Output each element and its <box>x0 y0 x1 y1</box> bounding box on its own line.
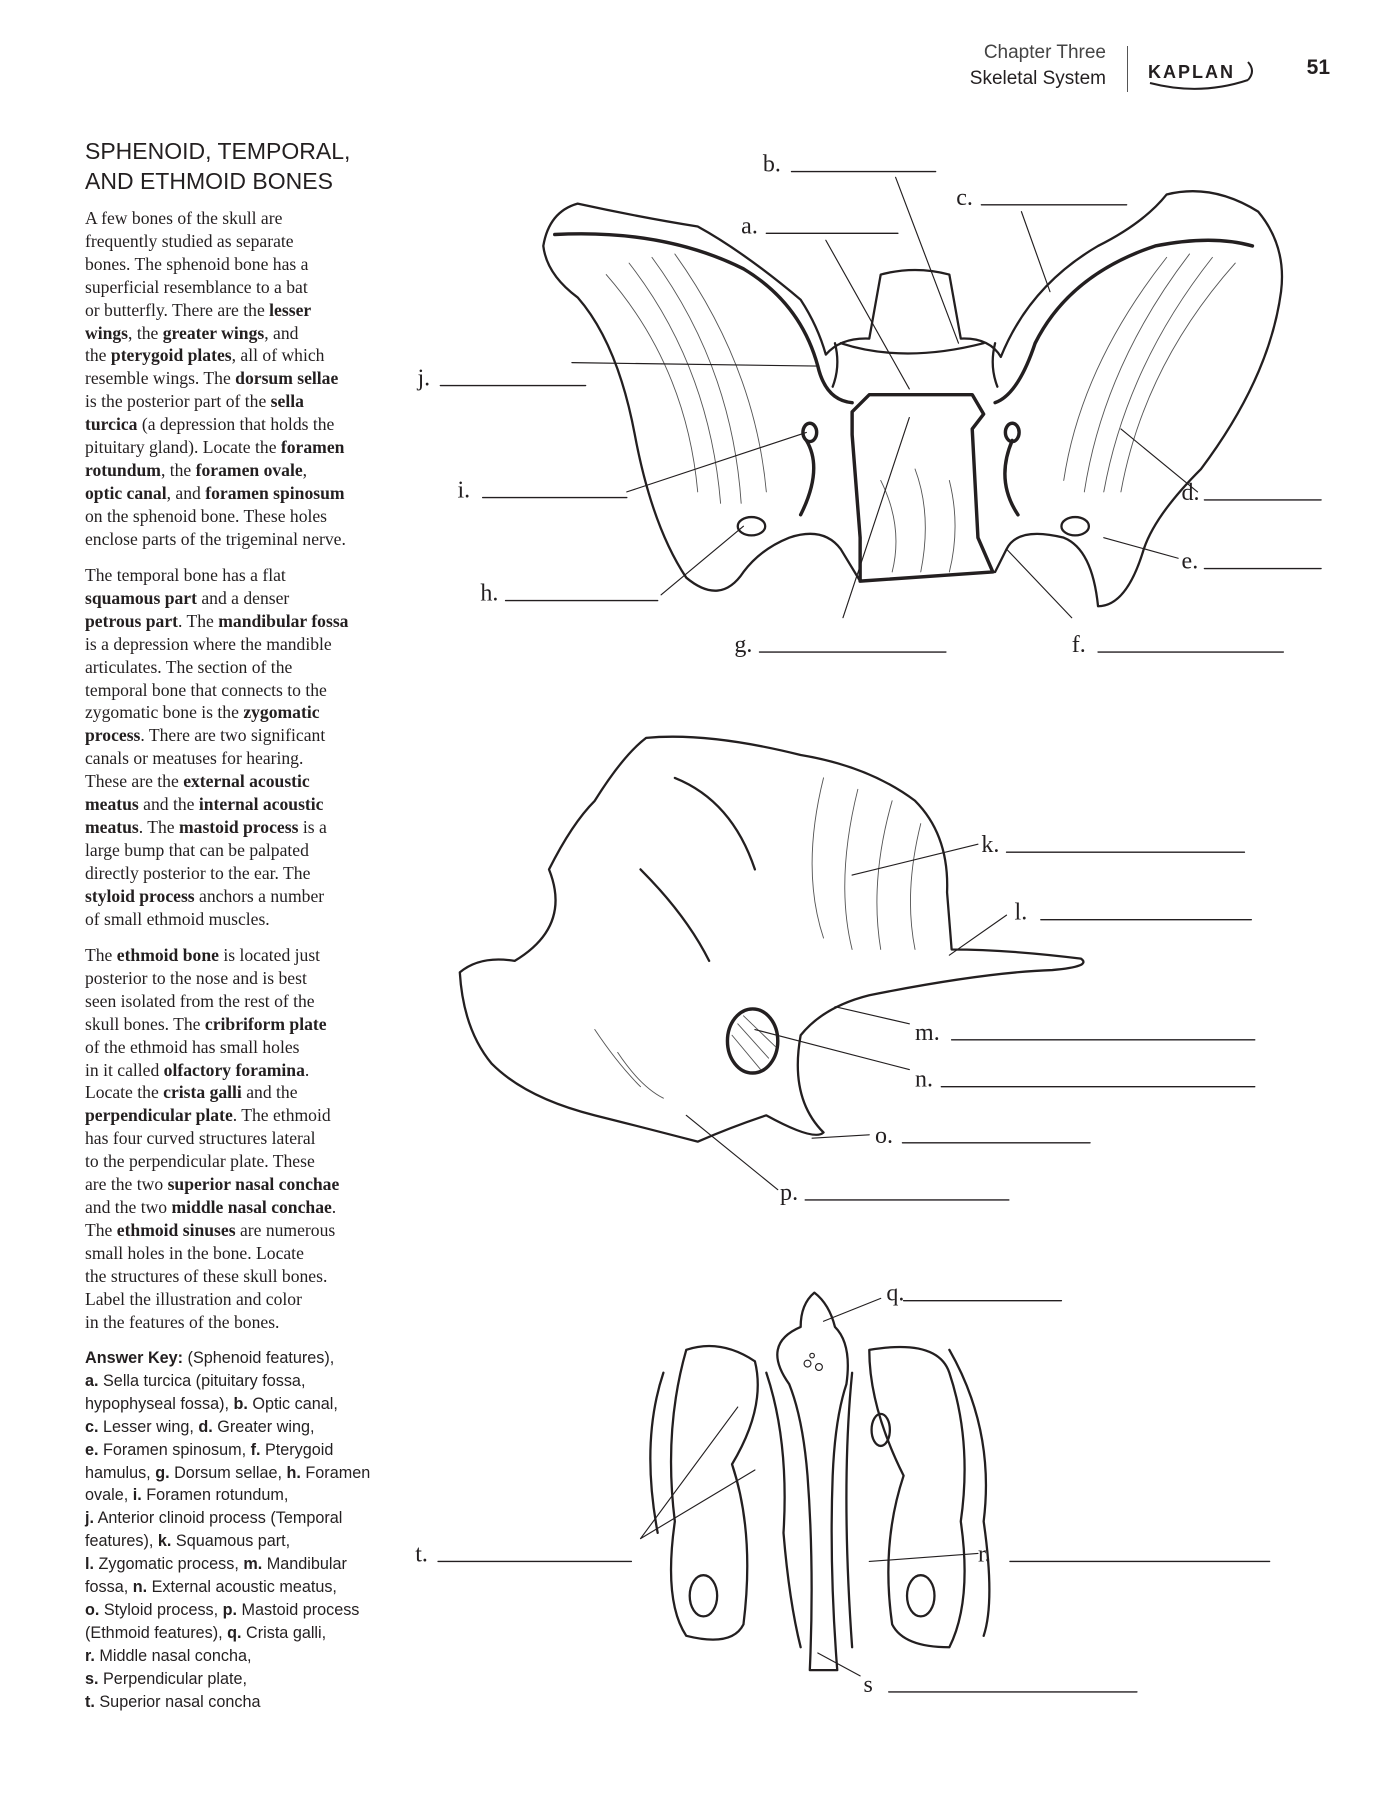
bold-term: n. <box>132 1578 148 1597</box>
text-run: temporal bone that connects to the <box>85 679 327 700</box>
label-b: b. <box>762 151 781 178</box>
label-n: n. <box>915 1066 934 1093</box>
bold-term: wings <box>85 322 129 343</box>
text-run: . The <box>178 610 219 631</box>
text-run: large bump that can be palpated <box>85 839 309 860</box>
label-q: q. <box>886 1280 905 1307</box>
text-run: , all of which <box>231 345 325 366</box>
text-run: bones. The sphenoid bone has a <box>85 253 309 274</box>
text-run: A few bones of the skull are <box>85 208 283 228</box>
bold-term: foramen ovale <box>195 459 303 480</box>
bold-term: external acoustic <box>183 771 310 792</box>
text-run: are the two <box>85 1174 168 1195</box>
text-run: canals or meatuses for hearing. <box>85 748 304 769</box>
text-run: in the features of the bones. <box>85 1311 280 1332</box>
text-run: are numerous <box>235 1219 336 1240</box>
sphenoid-bone-drawing <box>543 191 1282 606</box>
bold-term: e. <box>85 1440 99 1459</box>
bold-term: mastoid process <box>179 816 299 837</box>
text-run: and the <box>138 794 199 815</box>
text-run: is the posterior part of the <box>85 391 271 412</box>
label-a: a. <box>741 213 758 240</box>
bold-term: middle nasal conchae <box>171 1196 332 1217</box>
text-run: Foramen spinosum, <box>98 1440 251 1459</box>
text-run: directly posterior to the ear. The <box>85 862 311 883</box>
bold-term: petrous part <box>85 610 179 631</box>
bold-term: l. <box>85 1555 94 1574</box>
text-run: , the <box>160 459 196 480</box>
temporal-bone-drawing <box>460 737 1084 1142</box>
text-run: (a depression that holds the <box>137 414 335 435</box>
bold-term: perpendicular plate <box>85 1105 233 1126</box>
text-run: fossa, <box>85 1578 133 1597</box>
text-run: Foramen <box>300 1463 371 1482</box>
text-run: of small ethmoid muscles. <box>85 908 270 929</box>
text-run: , and <box>166 482 206 503</box>
text-run: zygomatic bone is the <box>85 702 244 723</box>
text-run: . <box>304 1059 310 1080</box>
text-run: on the sphenoid bone. These holes <box>85 505 328 526</box>
text-run: to the perpendicular plate. These <box>85 1151 315 1172</box>
bold-term: q. <box>227 1623 242 1642</box>
bold-term: foramen <box>280 437 345 458</box>
bold-term: o. <box>85 1600 100 1619</box>
bold-term: optic canal <box>85 482 167 503</box>
text-run: seen isolated from the rest of the <box>85 990 315 1011</box>
bold-term: i. <box>132 1486 142 1505</box>
label-m: m. <box>915 1019 940 1046</box>
label-g: g. <box>734 632 753 659</box>
text-run: the structures of these skull bones. <box>85 1265 328 1286</box>
bold-term: a. <box>85 1371 99 1390</box>
label-k: k. <box>981 832 1000 859</box>
text-run: The <box>85 945 117 965</box>
label-l: l. <box>1014 899 1028 926</box>
text-run: . The <box>138 816 179 837</box>
label-f: f. <box>1071 632 1086 659</box>
bold-term: meatus <box>85 816 139 837</box>
text-run: or butterfly. There are the <box>85 299 270 320</box>
text-run: External acoustic meatus, <box>147 1578 337 1597</box>
bold-term: Answer Key: <box>85 1349 184 1367</box>
text-run: (Ethmoid features), <box>85 1623 228 1642</box>
text-run: . <box>331 1196 337 1217</box>
label-c: c. <box>956 184 973 211</box>
text-run: small holes in the bone. Locate <box>85 1242 304 1263</box>
title-line: AND ETHMOID BONES <box>85 168 333 194</box>
bold-term: foramen spinosum <box>205 482 345 503</box>
bold-term: sella <box>270 391 304 412</box>
bold-term: j. <box>85 1509 94 1528</box>
bold-term: meatus <box>85 794 139 815</box>
text-run: Locate the <box>85 1082 164 1103</box>
text-run: Anterior clinoid process (Temporal <box>94 1509 343 1528</box>
label-i: i. <box>457 477 471 504</box>
bold-term: turcica <box>85 414 138 435</box>
text-run: Squamous part, <box>171 1532 291 1551</box>
text-run: is located just <box>218 945 321 965</box>
text-run: . The ethmoid <box>232 1105 331 1126</box>
text-run: features), <box>85 1532 158 1551</box>
leader-lines <box>572 177 1198 1676</box>
bold-term: zygomatic <box>243 702 320 723</box>
bold-term: rotundum <box>85 459 161 480</box>
ethmoid-bone-drawing <box>650 1293 989 1670</box>
bold-term: f. <box>250 1440 261 1459</box>
label-s: s <box>863 1671 873 1698</box>
section-label: Skeletal System <box>969 68 1106 89</box>
text-run: and the two <box>85 1196 172 1217</box>
text-run: the <box>85 345 111 366</box>
text-run: , and <box>264 322 299 343</box>
label-r: r. <box>977 1541 991 1568</box>
text-run: Perpendicular plate, <box>98 1669 247 1688</box>
text-run: Greater wing, <box>212 1417 315 1436</box>
logo-text: KAPLAN <box>1148 62 1235 82</box>
bold-term: process <box>85 725 141 746</box>
bold-term: k. <box>157 1532 172 1551</box>
text-run: ovale, <box>85 1486 133 1505</box>
label-d: d. <box>1181 479 1200 506</box>
bold-term: ethmoid sinuses <box>116 1219 236 1240</box>
label-j: j. <box>417 365 431 392</box>
bold-term: cribriform plate <box>204 1013 327 1034</box>
text-run: The <box>85 1219 117 1240</box>
bold-term: internal acoustic <box>198 794 324 815</box>
text-run: Superior nasal concha <box>94 1692 261 1711</box>
bold-term: olfactory foramina <box>163 1059 305 1080</box>
bold-term: b. <box>233 1394 248 1413</box>
bold-term: mandibular fossa <box>218 610 349 631</box>
bold-term: crista galli <box>163 1082 242 1103</box>
text-run: Sella turcica (pituitary fossa, <box>98 1371 306 1390</box>
text-run: Foramen rotundum, <box>141 1486 289 1505</box>
text-run: skull bones. The <box>85 1013 205 1034</box>
bold-term: m. <box>243 1555 263 1574</box>
bold-term: t. <box>85 1692 95 1711</box>
text-run: articulates. The section of the <box>85 656 293 677</box>
text-run: has four curved structures lateral <box>85 1128 316 1149</box>
bold-term: g. <box>155 1463 170 1482</box>
bold-term: pterygoid plates <box>110 345 232 366</box>
text-run: superficial resemblance to a bat <box>85 276 308 297</box>
bold-term: p. <box>222 1600 238 1619</box>
bold-term: dorsum sellae <box>235 368 339 389</box>
page-number: 51 <box>1306 56 1330 79</box>
bold-term: squamous part <box>85 587 197 608</box>
text-run: Optic canal, <box>247 1394 338 1413</box>
text-run: (Sphenoid features), <box>183 1349 335 1367</box>
text-run: Lesser wing, <box>98 1417 199 1436</box>
text-run: hamulus, <box>85 1463 156 1482</box>
text-run: Middle nasal concha, <box>94 1646 252 1665</box>
text-run: frequently studied as separate <box>85 230 294 251</box>
text-run: . There are two significant <box>140 725 326 746</box>
text-run: Crista galli, <box>241 1623 327 1642</box>
text-run: , <box>302 459 308 480</box>
answer-blanks <box>438 172 1321 1692</box>
label-o: o. <box>875 1122 894 1149</box>
text-run: Pterygoid <box>260 1440 334 1459</box>
text-run: Dorsum sellae, <box>169 1463 287 1482</box>
bold-term: styloid process <box>85 885 195 906</box>
title-line: SPHENOID, TEMPORAL, <box>85 138 351 164</box>
bold-term: h. <box>286 1463 301 1482</box>
text-run: The temporal bone has a flat <box>85 565 286 585</box>
label-h: h. <box>480 580 499 607</box>
text-run: resemble wings. The <box>85 368 236 389</box>
text-run: Mandibular <box>262 1555 347 1574</box>
text-run: and a denser <box>196 587 290 608</box>
text-run: Label the illustration and color <box>85 1288 302 1309</box>
text-run: , the <box>128 322 163 343</box>
text-run: is a <box>298 816 327 837</box>
text-run: hypophyseal fossa), <box>85 1394 234 1413</box>
chapter-label: Chapter Three <box>983 42 1106 63</box>
label-e: e. <box>1181 548 1199 575</box>
label-p: p. <box>780 1179 799 1206</box>
text-run: is a depression where the mandible <box>85 633 332 654</box>
bold-term: lesser <box>269 299 312 320</box>
text-run: posterior to the nose and is best <box>85 967 307 988</box>
text-run: of the ethmoid has small holes <box>85 1036 300 1057</box>
bold-term: c. <box>85 1417 99 1436</box>
bold-term: s. <box>85 1669 99 1688</box>
bold-term: ethmoid bone <box>116 945 219 965</box>
text-run: and the <box>241 1082 298 1103</box>
label-t: t. <box>415 1541 428 1568</box>
text-run: pituitary gland). Locate the <box>85 437 281 458</box>
text-run: enclose parts of the trigeminal nerve. <box>85 528 346 549</box>
bold-term: greater wings <box>162 322 265 343</box>
bold-term: superior nasal conchae <box>167 1174 340 1195</box>
text-run: in it called <box>85 1059 164 1080</box>
bold-term: d. <box>198 1417 213 1436</box>
text-run: Styloid process, <box>99 1600 223 1619</box>
bold-term: r. <box>85 1646 95 1665</box>
text-run: anchors a number <box>194 885 325 906</box>
text-run: These are the <box>85 771 184 792</box>
text-run: Mastoid process <box>237 1600 360 1619</box>
text-run: Zygomatic process, <box>94 1555 244 1574</box>
